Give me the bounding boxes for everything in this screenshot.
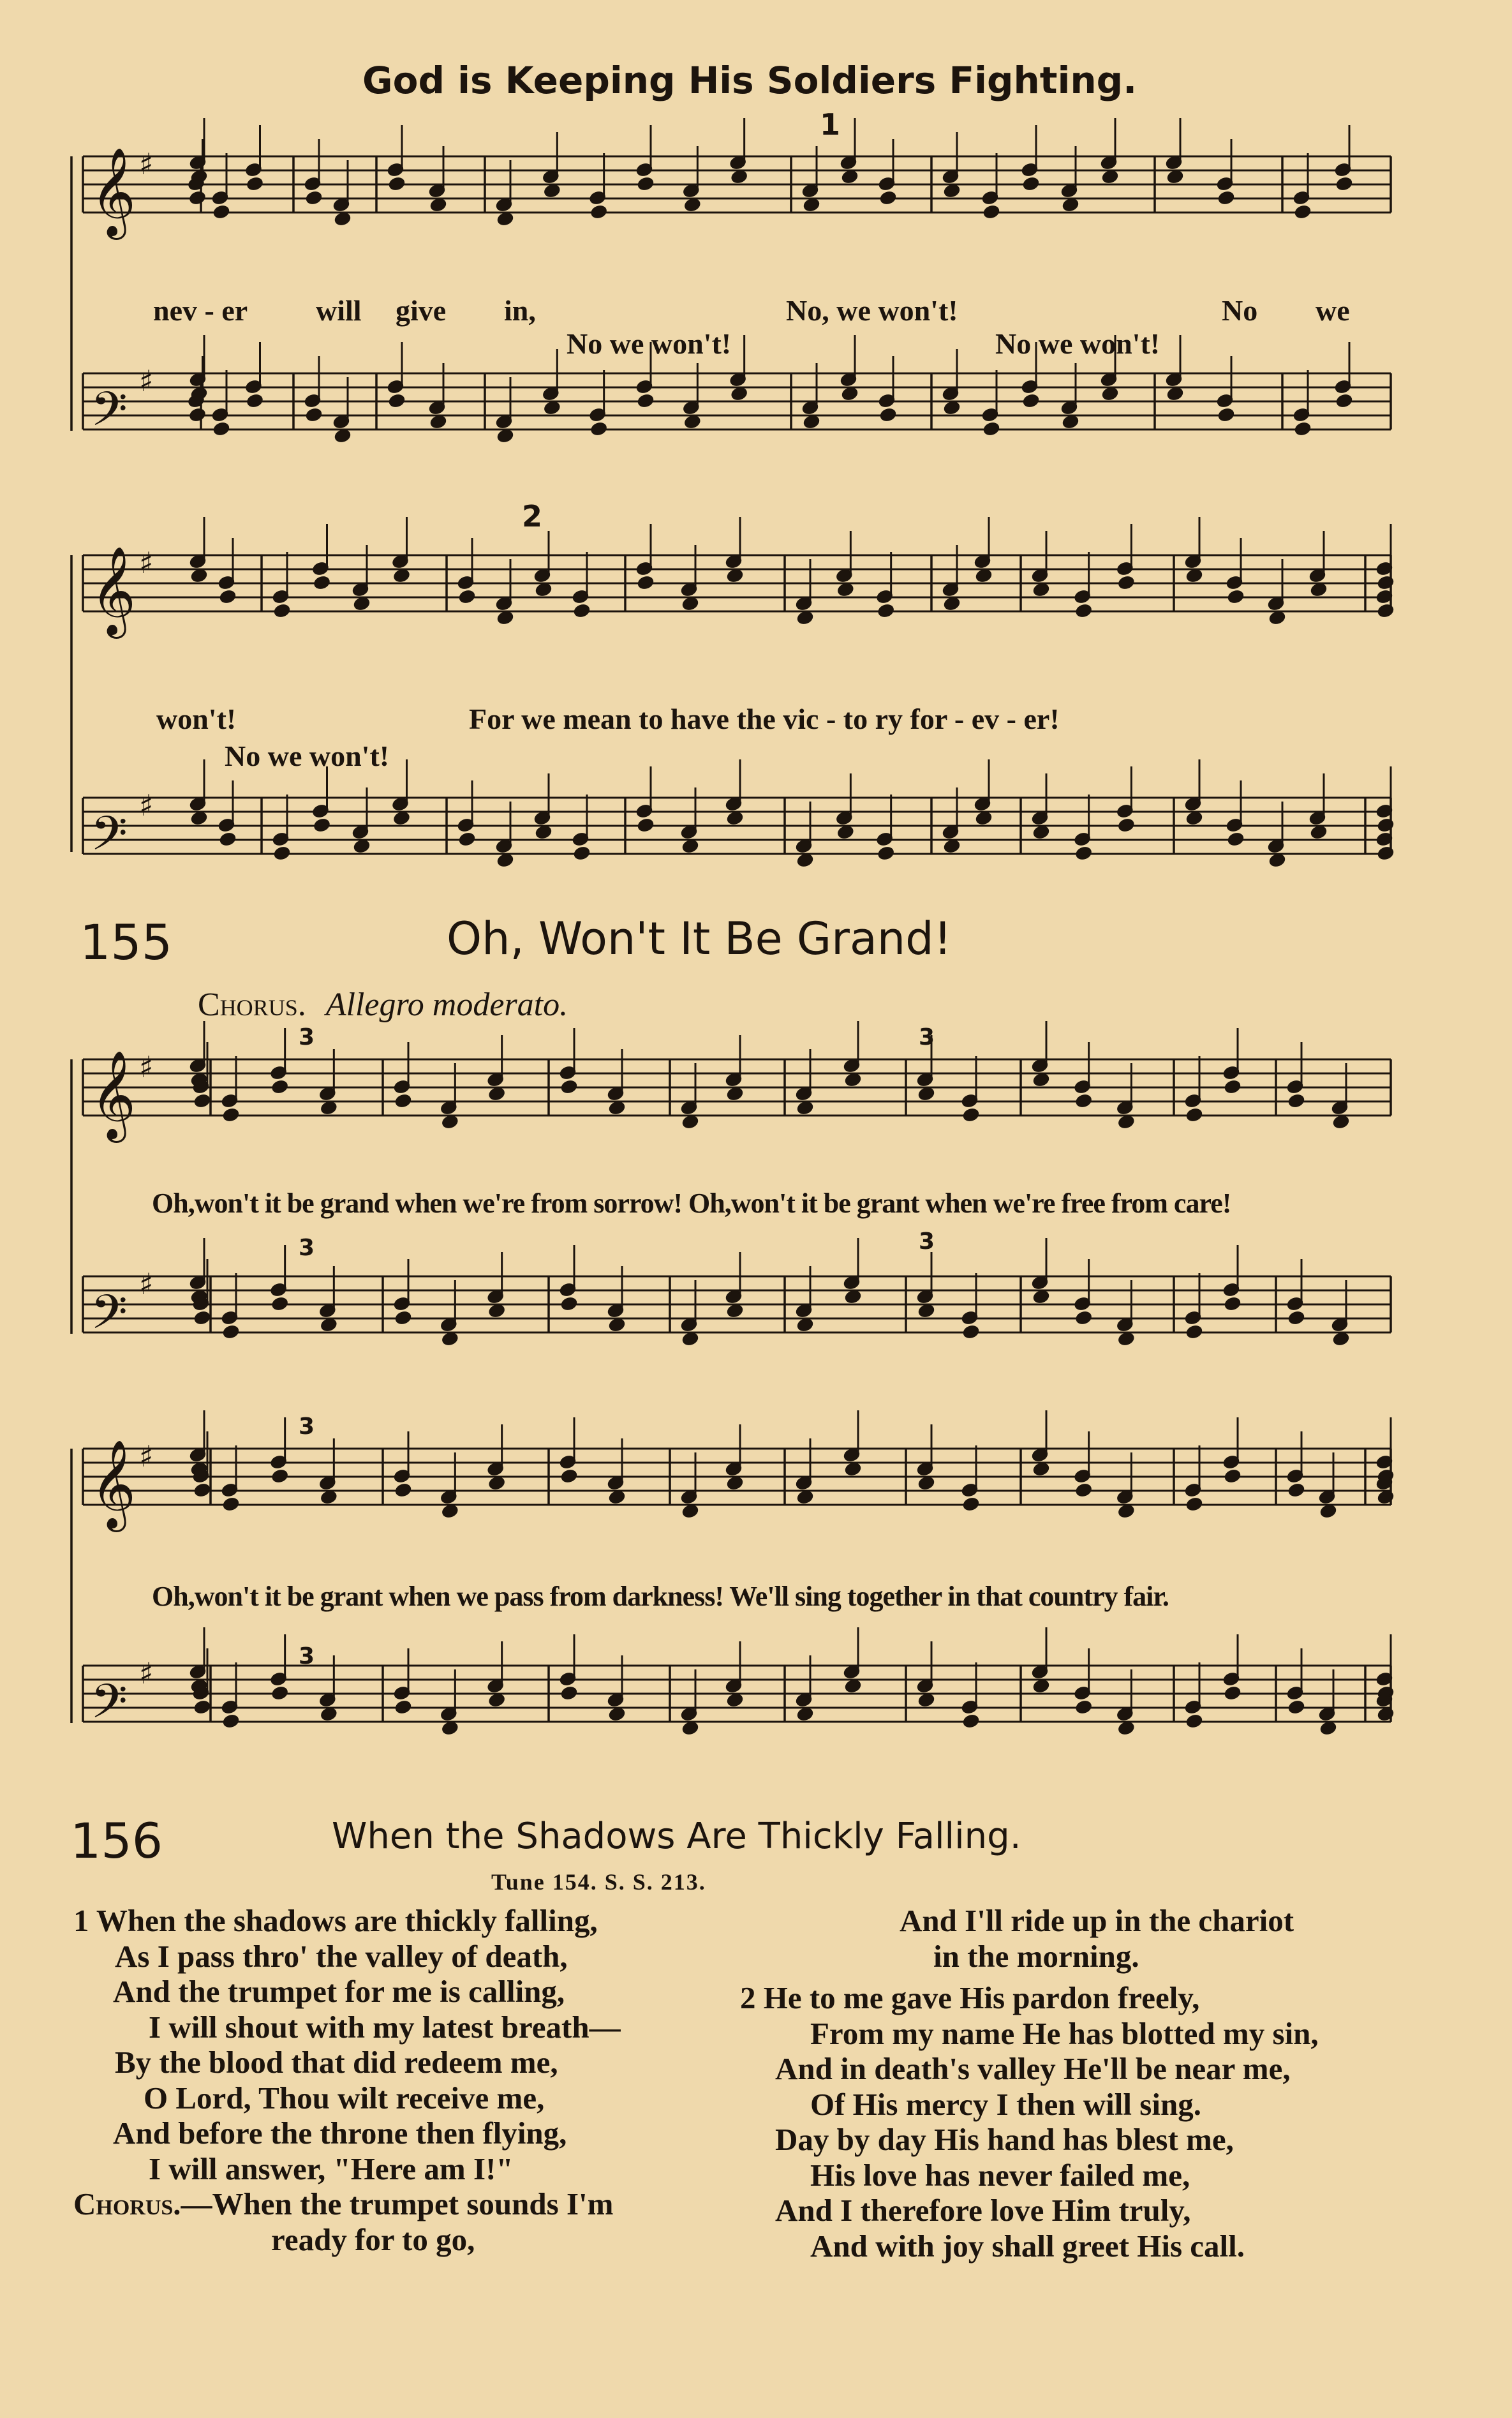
note-head [1224, 1686, 1241, 1701]
note-head [837, 583, 854, 597]
treble-clef: 𝄞 [91, 147, 136, 236]
note-head [441, 1504, 458, 1519]
note-head [561, 1469, 577, 1484]
note-head [845, 1290, 861, 1304]
note-head [682, 1332, 699, 1347]
note-head [561, 1686, 577, 1701]
triplet-mark: 3 [299, 1235, 315, 1261]
note-head [561, 1080, 577, 1094]
verse-line: And before the throne then flying, [113, 2116, 567, 2151]
hymn-156-number: 156 [70, 1812, 163, 1869]
note-head [459, 590, 475, 604]
tempo-marking: Allegro moderato. [325, 987, 568, 1023]
verse-line: And in death's valley He'll be near me, [775, 2051, 1291, 2086]
verse-line: 2 He to me gave His pardon freely, [740, 1980, 1200, 2015]
note-head [194, 1094, 211, 1108]
note-head [191, 811, 207, 826]
note-head [1288, 1311, 1305, 1325]
note-head [223, 1497, 239, 1512]
note-head [880, 408, 896, 422]
lyric: give [396, 294, 447, 327]
note-head [1224, 1080, 1241, 1094]
sharp-sign: ♯ [139, 788, 154, 823]
note-head [609, 1318, 625, 1332]
note-head [1118, 1504, 1134, 1519]
note-head [223, 1325, 239, 1340]
note-head [497, 429, 514, 444]
triplet-mark: 3 [299, 1643, 315, 1669]
note-head [1310, 583, 1327, 597]
verse-line: And I therefore love Him truly, [775, 2193, 1191, 2228]
note-head [334, 429, 351, 444]
note-head [393, 811, 410, 826]
note-head [1269, 611, 1286, 625]
note-head [320, 1101, 337, 1116]
note-head [1102, 387, 1118, 401]
note-head [194, 1700, 211, 1715]
note-head [430, 198, 447, 213]
lyric: will [316, 294, 362, 327]
note-head [272, 1469, 288, 1484]
note-head [246, 177, 263, 191]
note-head [223, 1108, 239, 1123]
note-head [441, 1721, 458, 1736]
note-head [1294, 205, 1311, 220]
note-head [489, 1087, 505, 1101]
chorus-heading [198, 986, 568, 1024]
note-head [395, 1311, 411, 1325]
note-head [497, 212, 514, 227]
note-head [574, 604, 590, 618]
note-head [223, 1714, 239, 1729]
sharp-sign: ♯ [139, 546, 154, 580]
note-head [1167, 387, 1183, 401]
note-head [797, 853, 813, 868]
lyric-line: Oh,won't it be grant when we pass from darkness! We'll sing together in that country fair. [152, 1581, 1169, 1612]
note-head [219, 832, 236, 847]
echo-lyric: No we won't! [567, 327, 732, 360]
note-head [1118, 1332, 1134, 1347]
note-head [1227, 832, 1244, 847]
note-head [535, 825, 552, 840]
note-head [944, 597, 960, 611]
note-head [1333, 1332, 1349, 1347]
note-head [1186, 569, 1203, 583]
note-head [395, 1700, 411, 1715]
note-head [1186, 1325, 1203, 1340]
note-head [1076, 846, 1092, 861]
verse-line: From my name He has blotted my sin, [810, 2015, 1319, 2051]
triplet-mark: 3 [299, 1414, 315, 1440]
sharp-sign: ♯ [139, 147, 154, 181]
note-head [803, 198, 820, 213]
treble-clef: 𝄞 [91, 546, 136, 635]
note-head [797, 1490, 813, 1505]
note-head [306, 408, 322, 422]
note-head [272, 1080, 288, 1094]
note-head [274, 604, 290, 618]
note-head [272, 1686, 288, 1701]
note-head [1288, 1094, 1305, 1108]
note-head [191, 569, 207, 583]
verse-line: I will answer, "Here am I!" [149, 2151, 514, 2186]
note-head [845, 1073, 861, 1087]
first-ending-number: 1 [820, 107, 841, 142]
note-head [353, 597, 370, 611]
note-head [609, 1490, 625, 1505]
note-head [320, 1490, 337, 1505]
note-head [213, 422, 230, 437]
note-head [797, 1101, 813, 1116]
note-head [1033, 1290, 1049, 1304]
note-head [797, 1318, 813, 1332]
note-head [1333, 1115, 1349, 1130]
note-head [561, 1297, 577, 1311]
tune-reference: Tune 154. S. S. 213. [491, 1869, 706, 1895]
note-head [389, 177, 405, 191]
verse-right-column [740, 1903, 1319, 2264]
note-head [1023, 394, 1039, 408]
note-head [1227, 590, 1244, 604]
verse-line: And the trumpet for me is calling, [113, 1974, 565, 2009]
note-head [837, 825, 854, 840]
verse-line: When the trumpet sounds I'm [212, 2186, 614, 2221]
note-head [246, 394, 263, 408]
note-head [609, 1707, 625, 1722]
note-head [963, 1497, 979, 1512]
note-head [797, 1707, 813, 1722]
note-head [918, 1693, 935, 1708]
note-head [682, 1115, 699, 1130]
note-head [1224, 1297, 1241, 1311]
note-head [489, 1693, 505, 1708]
note-head [1288, 1483, 1305, 1498]
verse-left-column [73, 1903, 621, 2257]
note-head [609, 1101, 625, 1116]
note-head [497, 611, 514, 625]
note-head [682, 1721, 699, 1736]
note-head [727, 569, 743, 583]
note-head [918, 1476, 935, 1491]
note-head [320, 1707, 337, 1722]
bass-clef: 𝄢 [91, 382, 128, 449]
note-head [918, 1087, 935, 1101]
verse-line: Of His mercy I then will sing. [810, 2086, 1201, 2122]
triplet-mark: 3 [299, 1024, 315, 1050]
note-head [845, 1679, 861, 1694]
note-head [194, 1311, 211, 1325]
note-head [684, 415, 700, 429]
note-head [1033, 1462, 1049, 1477]
note-head [544, 184, 560, 198]
note-head [274, 846, 290, 861]
note-head [313, 576, 330, 590]
note-head [731, 387, 748, 401]
note-head [637, 576, 654, 590]
note-head [395, 1483, 411, 1498]
note-head [1186, 1714, 1203, 1729]
note-head [1062, 198, 1079, 213]
note-head [1218, 408, 1234, 422]
treble-clef: 𝄞 [91, 1050, 136, 1139]
lyric: For we mean to have the vic - to ry for - ev - er! [469, 703, 1060, 735]
note-head [975, 811, 992, 826]
note-head [194, 1483, 211, 1498]
note-head [975, 569, 992, 583]
note-head [963, 1714, 979, 1729]
note-head [389, 394, 405, 408]
verse-line: His love has never failed me, [810, 2157, 1190, 2193]
bass-clef: 𝄢 [91, 806, 128, 873]
note-head [497, 853, 514, 868]
note-head [963, 1325, 979, 1340]
note-head [682, 1504, 699, 1519]
sharp-sign: ♯ [139, 1439, 154, 1474]
note-head [1076, 1311, 1092, 1325]
note-head [1033, 583, 1049, 597]
note-head [1320, 1504, 1337, 1519]
note-head [544, 401, 560, 415]
note-head [797, 611, 813, 625]
note-head [1167, 170, 1183, 184]
note-head [306, 191, 322, 205]
note-head [395, 1094, 411, 1108]
note-head [727, 1476, 743, 1491]
note-head [944, 184, 960, 198]
note-head [1076, 1094, 1092, 1108]
note-head [1224, 1469, 1241, 1484]
verse-line: O Lord, Thou wilt receive me, [144, 2080, 545, 2116]
sharp-sign: ♯ [139, 1656, 154, 1690]
note-head [1288, 1700, 1305, 1715]
note-head [459, 832, 475, 847]
lyric-line: Oh,won't it be grand when we're from sorrow! Oh,won't it be grant when we're free from care! [152, 1188, 1231, 1219]
sharp-sign: ♯ [139, 1050, 154, 1084]
hymn-155-number: 155 [80, 914, 173, 971]
echo-lyric: No we won't! [225, 740, 390, 772]
note-head [334, 212, 351, 227]
hymn-154-title: God is Keeping His Soldiers Fighting. [362, 59, 1138, 102]
note-head [878, 604, 894, 618]
note-head [682, 597, 699, 611]
note-head [963, 1108, 979, 1123]
lyric: won't! [156, 703, 237, 735]
note-head [1118, 576, 1134, 590]
note-head [441, 1115, 458, 1130]
note-head [1294, 422, 1311, 437]
note-head [983, 422, 1000, 437]
note-head [535, 583, 552, 597]
note-head [320, 1318, 337, 1332]
note-head [574, 846, 590, 861]
note-head [1023, 177, 1039, 191]
note-head [441, 1332, 458, 1347]
note-head [727, 1304, 743, 1318]
note-head [489, 1304, 505, 1318]
note-head [1102, 170, 1118, 184]
lyric: No [1222, 294, 1258, 327]
note-head [430, 415, 447, 429]
treble-clef: 𝄞 [91, 1440, 136, 1528]
lyric: nev - er [153, 294, 248, 327]
sharp-sign: ♯ [139, 1267, 154, 1301]
note-head [803, 415, 820, 429]
note-head [841, 170, 858, 184]
note-head [591, 205, 607, 220]
hymn-155-title: Oh, Won't It Be Grand! [447, 913, 952, 965]
note-head [1033, 1679, 1049, 1694]
verse-line: Day by day His hand has blest me, [775, 2122, 1234, 2157]
bass-clef: 𝄢 [91, 1285, 128, 1352]
note-head [189, 408, 205, 422]
note-head [189, 191, 205, 205]
verse-line: I will shout with my latest breath— [149, 2009, 621, 2045]
verse-line: 1 When the shadows are thickly falling, [73, 1903, 598, 1938]
note-head [1218, 191, 1234, 205]
note-head [727, 811, 743, 826]
triplet-mark: 3 [919, 1228, 935, 1255]
note-head [684, 198, 700, 213]
verse-line: As I pass thro' the valley of death, [115, 1938, 568, 1974]
note-head [637, 818, 654, 833]
note-head [841, 387, 858, 401]
second-ending-number: 2 [522, 499, 543, 534]
verse-line: And I'll ride up in the chariot [900, 1903, 1294, 1938]
note-head [489, 1476, 505, 1491]
note-head [845, 1462, 861, 1477]
note-head [1118, 818, 1134, 833]
note-head [944, 401, 960, 415]
note-head [1076, 1700, 1092, 1715]
note-head [1033, 1073, 1049, 1087]
bass-clef: 𝄢 [91, 1674, 128, 1741]
note-head [219, 590, 236, 604]
note-head [878, 846, 894, 861]
note-head [1118, 1115, 1134, 1130]
note-head [1062, 415, 1079, 429]
note-head [637, 394, 654, 408]
note-head [1336, 177, 1353, 191]
lyric: No, we won't! [786, 294, 958, 327]
note-head [591, 422, 607, 437]
note-head [393, 569, 410, 583]
note-head [1186, 1497, 1203, 1512]
note-head [1310, 825, 1327, 840]
verse-line: in the morning. [933, 1938, 1139, 1974]
note-head [1269, 853, 1286, 868]
note-head [313, 818, 330, 833]
lyric: in, [504, 294, 536, 327]
chorus-label: Chorus. [198, 987, 306, 1023]
note-head [944, 839, 960, 854]
note-head [682, 839, 699, 854]
note-head [918, 1304, 935, 1318]
note-head [1186, 811, 1203, 826]
note-head [1076, 604, 1092, 618]
note-head [1186, 1108, 1203, 1123]
note-head [272, 1297, 288, 1311]
note-head [1336, 394, 1353, 408]
note-head [1033, 825, 1049, 840]
hymn-156-title: When the Shadows Are Thickly Falling. [332, 1816, 1021, 1857]
chorus-label: Chorus.— [73, 2186, 212, 2221]
triplet-mark: 3 [919, 1024, 935, 1050]
note-head [1076, 1483, 1092, 1498]
verse-line: And with joy shall greet His call. [810, 2228, 1245, 2264]
note-head [1320, 1721, 1337, 1736]
note-head [1118, 1721, 1134, 1736]
note-head [731, 170, 748, 184]
note-head [637, 177, 654, 191]
note-head [983, 205, 1000, 220]
chorus-line [73, 2186, 621, 2222]
note-head [727, 1693, 743, 1708]
verse-line: ready for to go, [271, 2221, 475, 2257]
note-head [353, 839, 370, 854]
sharp-sign: ♯ [139, 364, 154, 398]
lyric: we [1316, 294, 1350, 327]
note-head [727, 1087, 743, 1101]
verse-line: By the blood that did redeem me, [115, 2045, 558, 2080]
note-head [213, 205, 230, 220]
echo-lyric: No we won't! [995, 327, 1160, 360]
note-head [880, 191, 896, 205]
